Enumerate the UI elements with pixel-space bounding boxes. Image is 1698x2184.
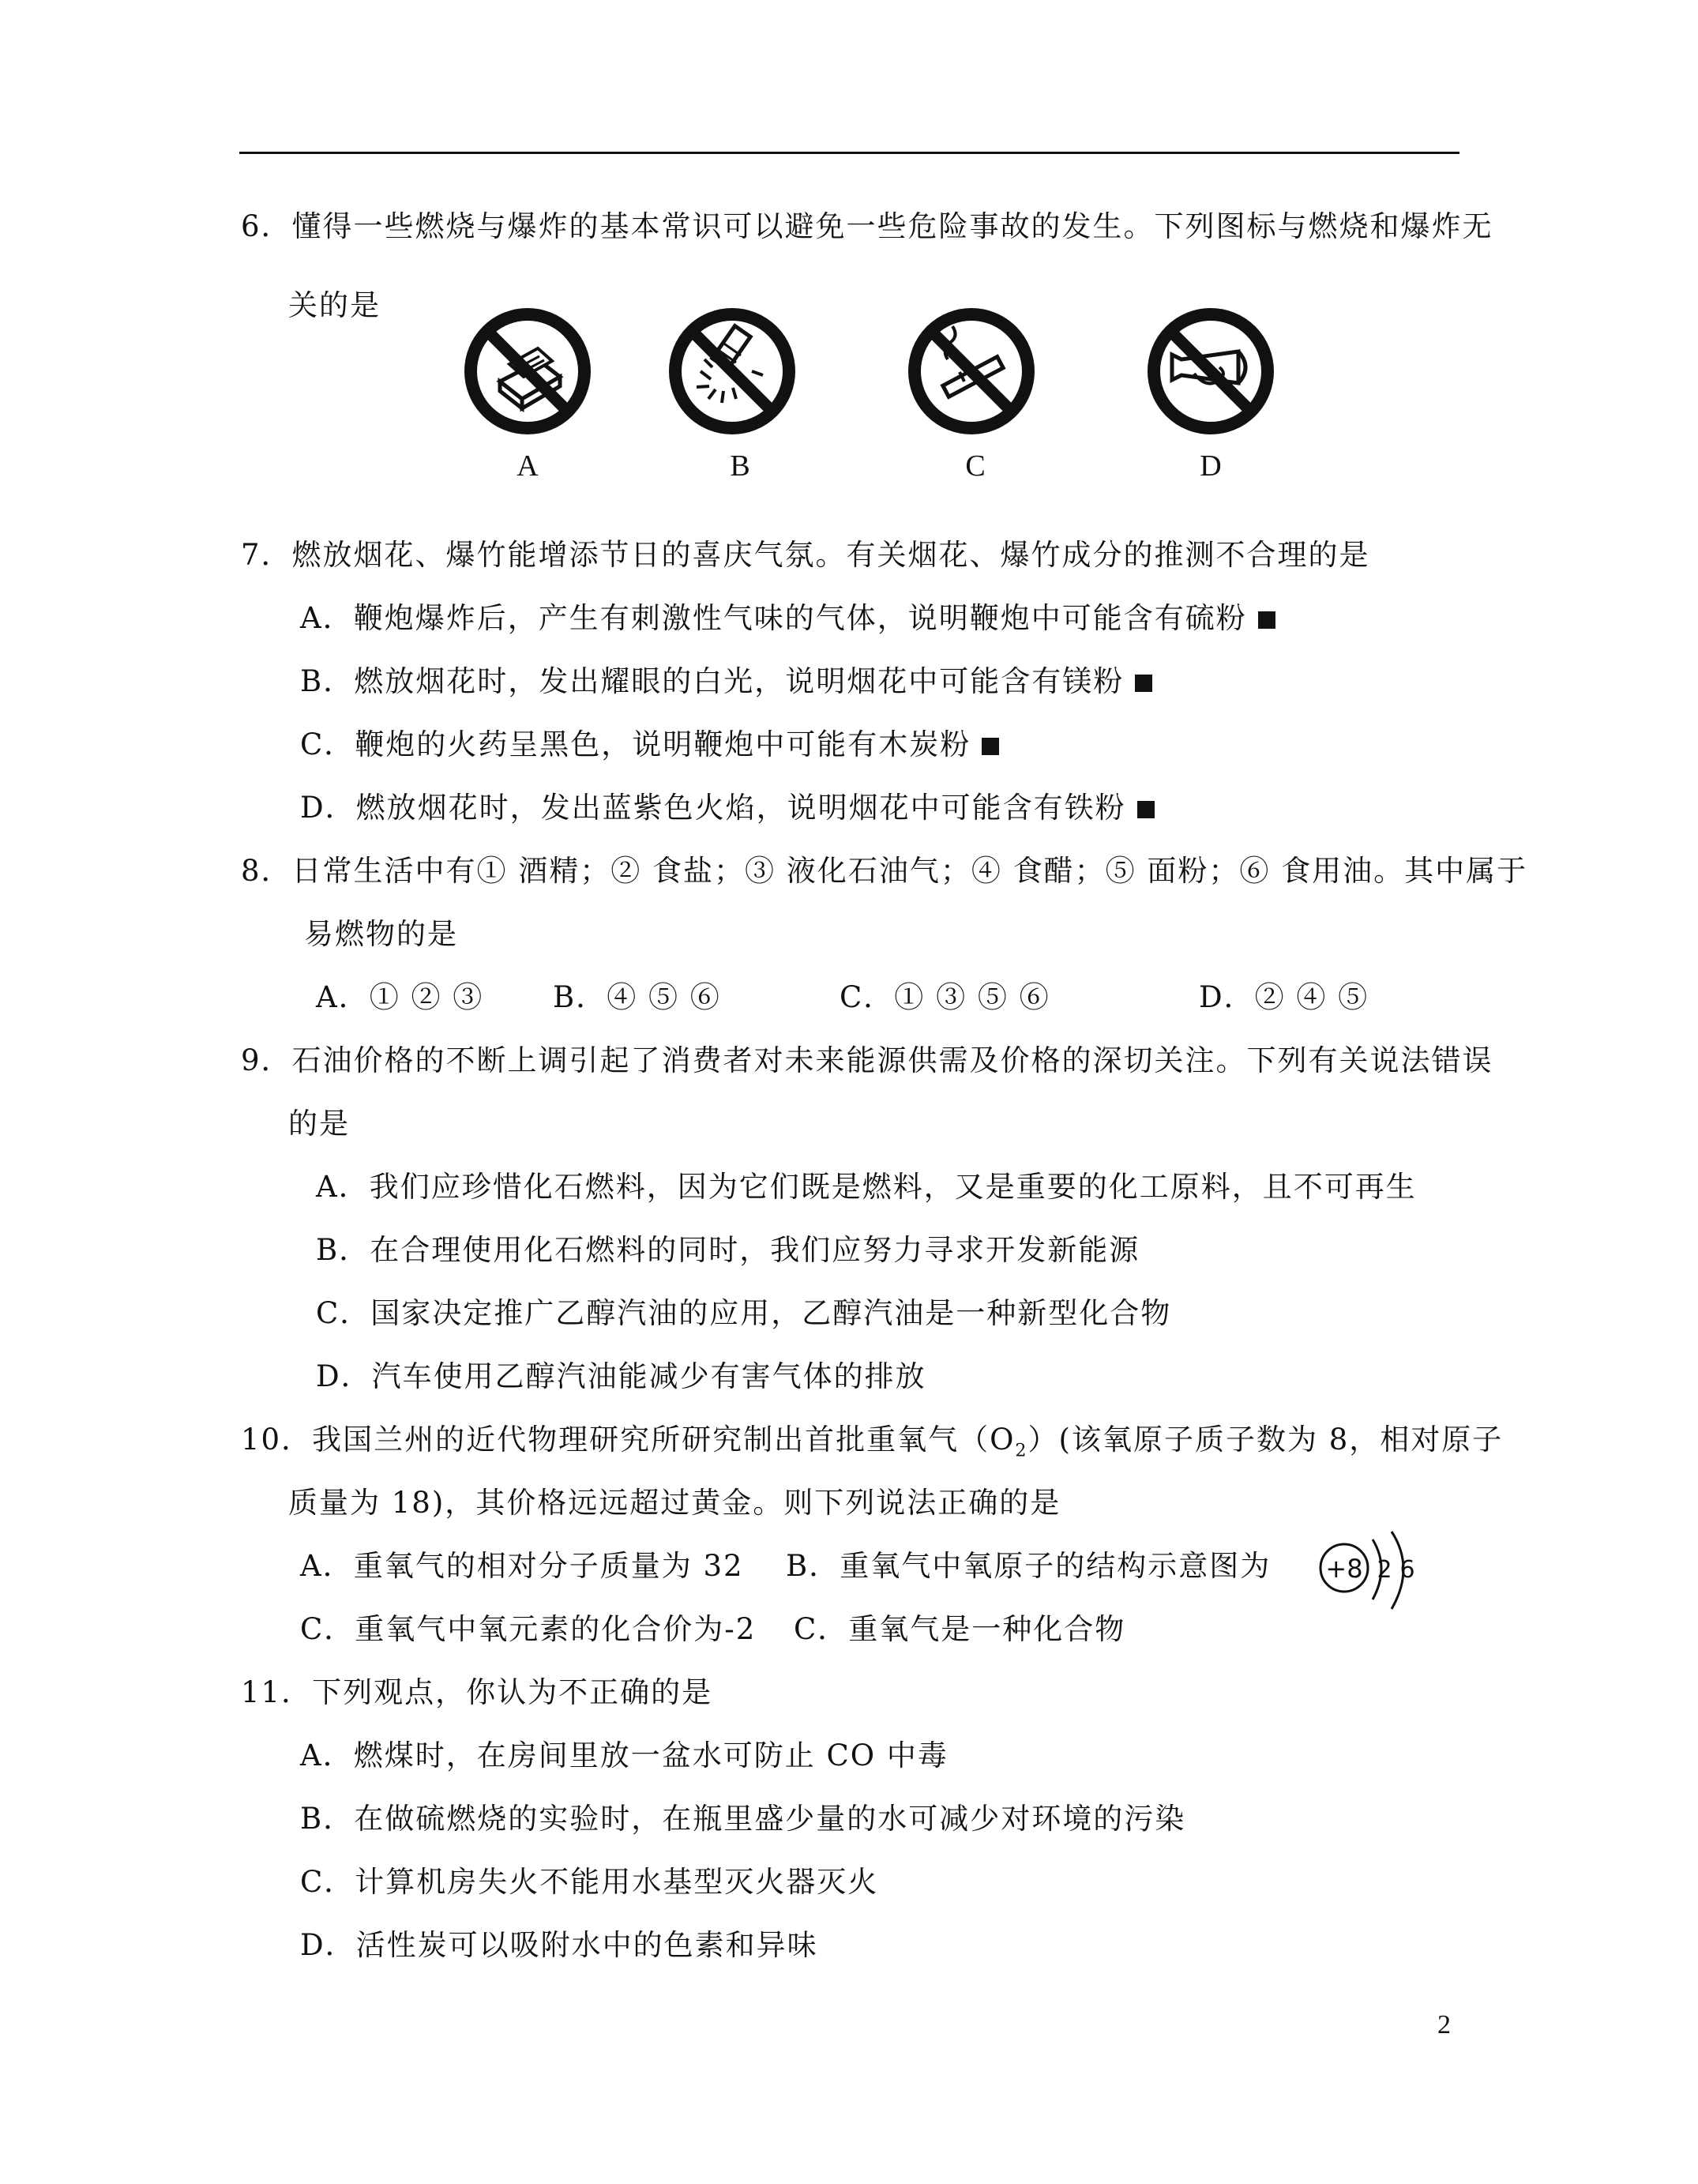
- q7-option-a: [300, 599, 1275, 638]
- q10-stem-line1: [241, 1420, 1503, 1470]
- q9-option-d: D．汽车使用乙醇汽油能减少有害气体的排放: [316, 1359, 926, 1393]
- no-fireworks-icon: [665, 304, 799, 438]
- q10-option-b: B．重氧气中氧原子的结构示意图为: [786, 1549, 1272, 1583]
- q10-stem-line2: 质量为 18)，其价格远远超过黄金。则下列说法正确的是: [288, 1486, 1061, 1520]
- q10-option-d: C．重氧气是一种化合物: [794, 1612, 1126, 1646]
- q6-stem-line1: 6．懂得一些燃烧与爆炸的基本常识可以避免一些危险事故的发生。下列图标与燃烧和爆炸无: [241, 209, 1493, 243]
- q10-subscript: 2: [1015, 1440, 1028, 1461]
- no-horn-icon: [1144, 304, 1278, 438]
- q11-option-a: A．燃煤时，在房间里放一盆水可防止 CO 中毒: [300, 1739, 949, 1772]
- q7-option-c-text: C．鞭炮的火药呈黑色，说明鞭炮中可能有木炭粉: [300, 727, 971, 761]
- q6-option-label-b: B: [730, 449, 750, 483]
- q10-stem-text-b: ）(该氧原子质子数为 8，相对原子: [1027, 1423, 1504, 1457]
- atom-shell-2-label: 6: [1399, 1556, 1415, 1584]
- q8-option-c: C．① ③ ⑤ ⑥: [840, 980, 1050, 1014]
- q8-option-b: B．④ ⑤ ⑥: [553, 980, 721, 1014]
- header-rule: [239, 152, 1459, 154]
- q8-option-d: D．② ④ ⑤: [1199, 980, 1369, 1014]
- q7-option-c: [300, 725, 999, 765]
- q10-option-c: C．重氧气中氧元素的化合价为-2: [300, 1612, 757, 1646]
- page-number: 2: [1437, 2010, 1451, 2039]
- q11-option-c: C．计算机房失火不能用水基型灭火器灭火: [300, 1865, 879, 1899]
- square-mark-icon: [1137, 801, 1155, 818]
- q7-option-d: [300, 788, 1155, 828]
- atom-nucleus-label: +8: [1325, 1554, 1363, 1584]
- q9-stem-line1: 9．石油价格的不断上调引起了消费者对未来能源供需及价格的深切关注。下列有关说法错误: [241, 1043, 1493, 1077]
- q6-option-label-a: A: [517, 449, 539, 483]
- q9-option-c: C．国家决定推广乙醇汽油的应用，乙醇汽油是一种新型化合物: [316, 1296, 1172, 1330]
- q8-stem-line2: 易燃物的是: [304, 917, 458, 951]
- q11-option-d: D．活性炭可以吸附水中的色素和异味: [300, 1928, 818, 1962]
- square-mark-icon: [982, 738, 999, 755]
- no-smoking-icon: [904, 304, 1039, 438]
- q6-stem-line2: 关的是: [288, 288, 381, 322]
- atom-shell-1-label: 2: [1377, 1556, 1392, 1584]
- no-matches-icon: [460, 304, 595, 438]
- square-mark-icon: [1258, 611, 1275, 629]
- q10-stem-text-a: 10．我国兰州的近代物理研究所研究制出首批重氧气（O: [241, 1423, 1016, 1457]
- q6-option-label-c: C: [965, 449, 986, 483]
- q11-stem: 11．下列观点，你认为不正确的是: [241, 1675, 713, 1709]
- q9-option-a: A．我们应珍惜化石燃料，因为它们既是燃料，又是重要的化工原料，且不可再生: [316, 1170, 1417, 1204]
- q9-option-b: B．在合理使用化石燃料的同时，我们应努力寻求开发新能源: [316, 1233, 1140, 1267]
- q7-stem: 7．燃放烟花、爆竹能增添节日的喜庆气氛。有关烟花、爆竹成分的推测不合理的是: [241, 538, 1370, 572]
- q7-option-a-text: A．鞭炮爆炸后，产生有刺激性气味的气体，说明鞭炮中可能含有硫粉: [300, 601, 1247, 635]
- q6-option-label-d: D: [1200, 449, 1222, 483]
- oxygen-atom-structure-diagram: [1311, 1528, 1453, 1623]
- q9-stem-line2: 的是: [288, 1107, 350, 1141]
- q11-option-b: B．在做硫燃烧的实验时，在瓶里盛少量的水可减少对环境的污染: [300, 1802, 1186, 1836]
- q7-option-b: [300, 662, 1152, 701]
- q8-stem-line1: 8．日常生活中有① 酒精；② 食盐；③ 液化石油气；④ 食醋；⑤ 面粉；⑥ 食用油。其中属于: [241, 854, 1528, 888]
- q8-option-a: A．① ② ③: [316, 980, 484, 1014]
- q7-option-b-text: B．燃放烟花时，发出耀眼的白光，说明烟花中可能含有镁粉: [300, 664, 1125, 698]
- q10-option-a: A．重氧气的相对分子质量为 32: [300, 1549, 744, 1583]
- square-mark-icon: [1135, 675, 1152, 692]
- q7-option-d-text: D．燃放烟花时，发出蓝紫色火焰，说明烟花中可能含有铁粉: [300, 791, 1126, 825]
